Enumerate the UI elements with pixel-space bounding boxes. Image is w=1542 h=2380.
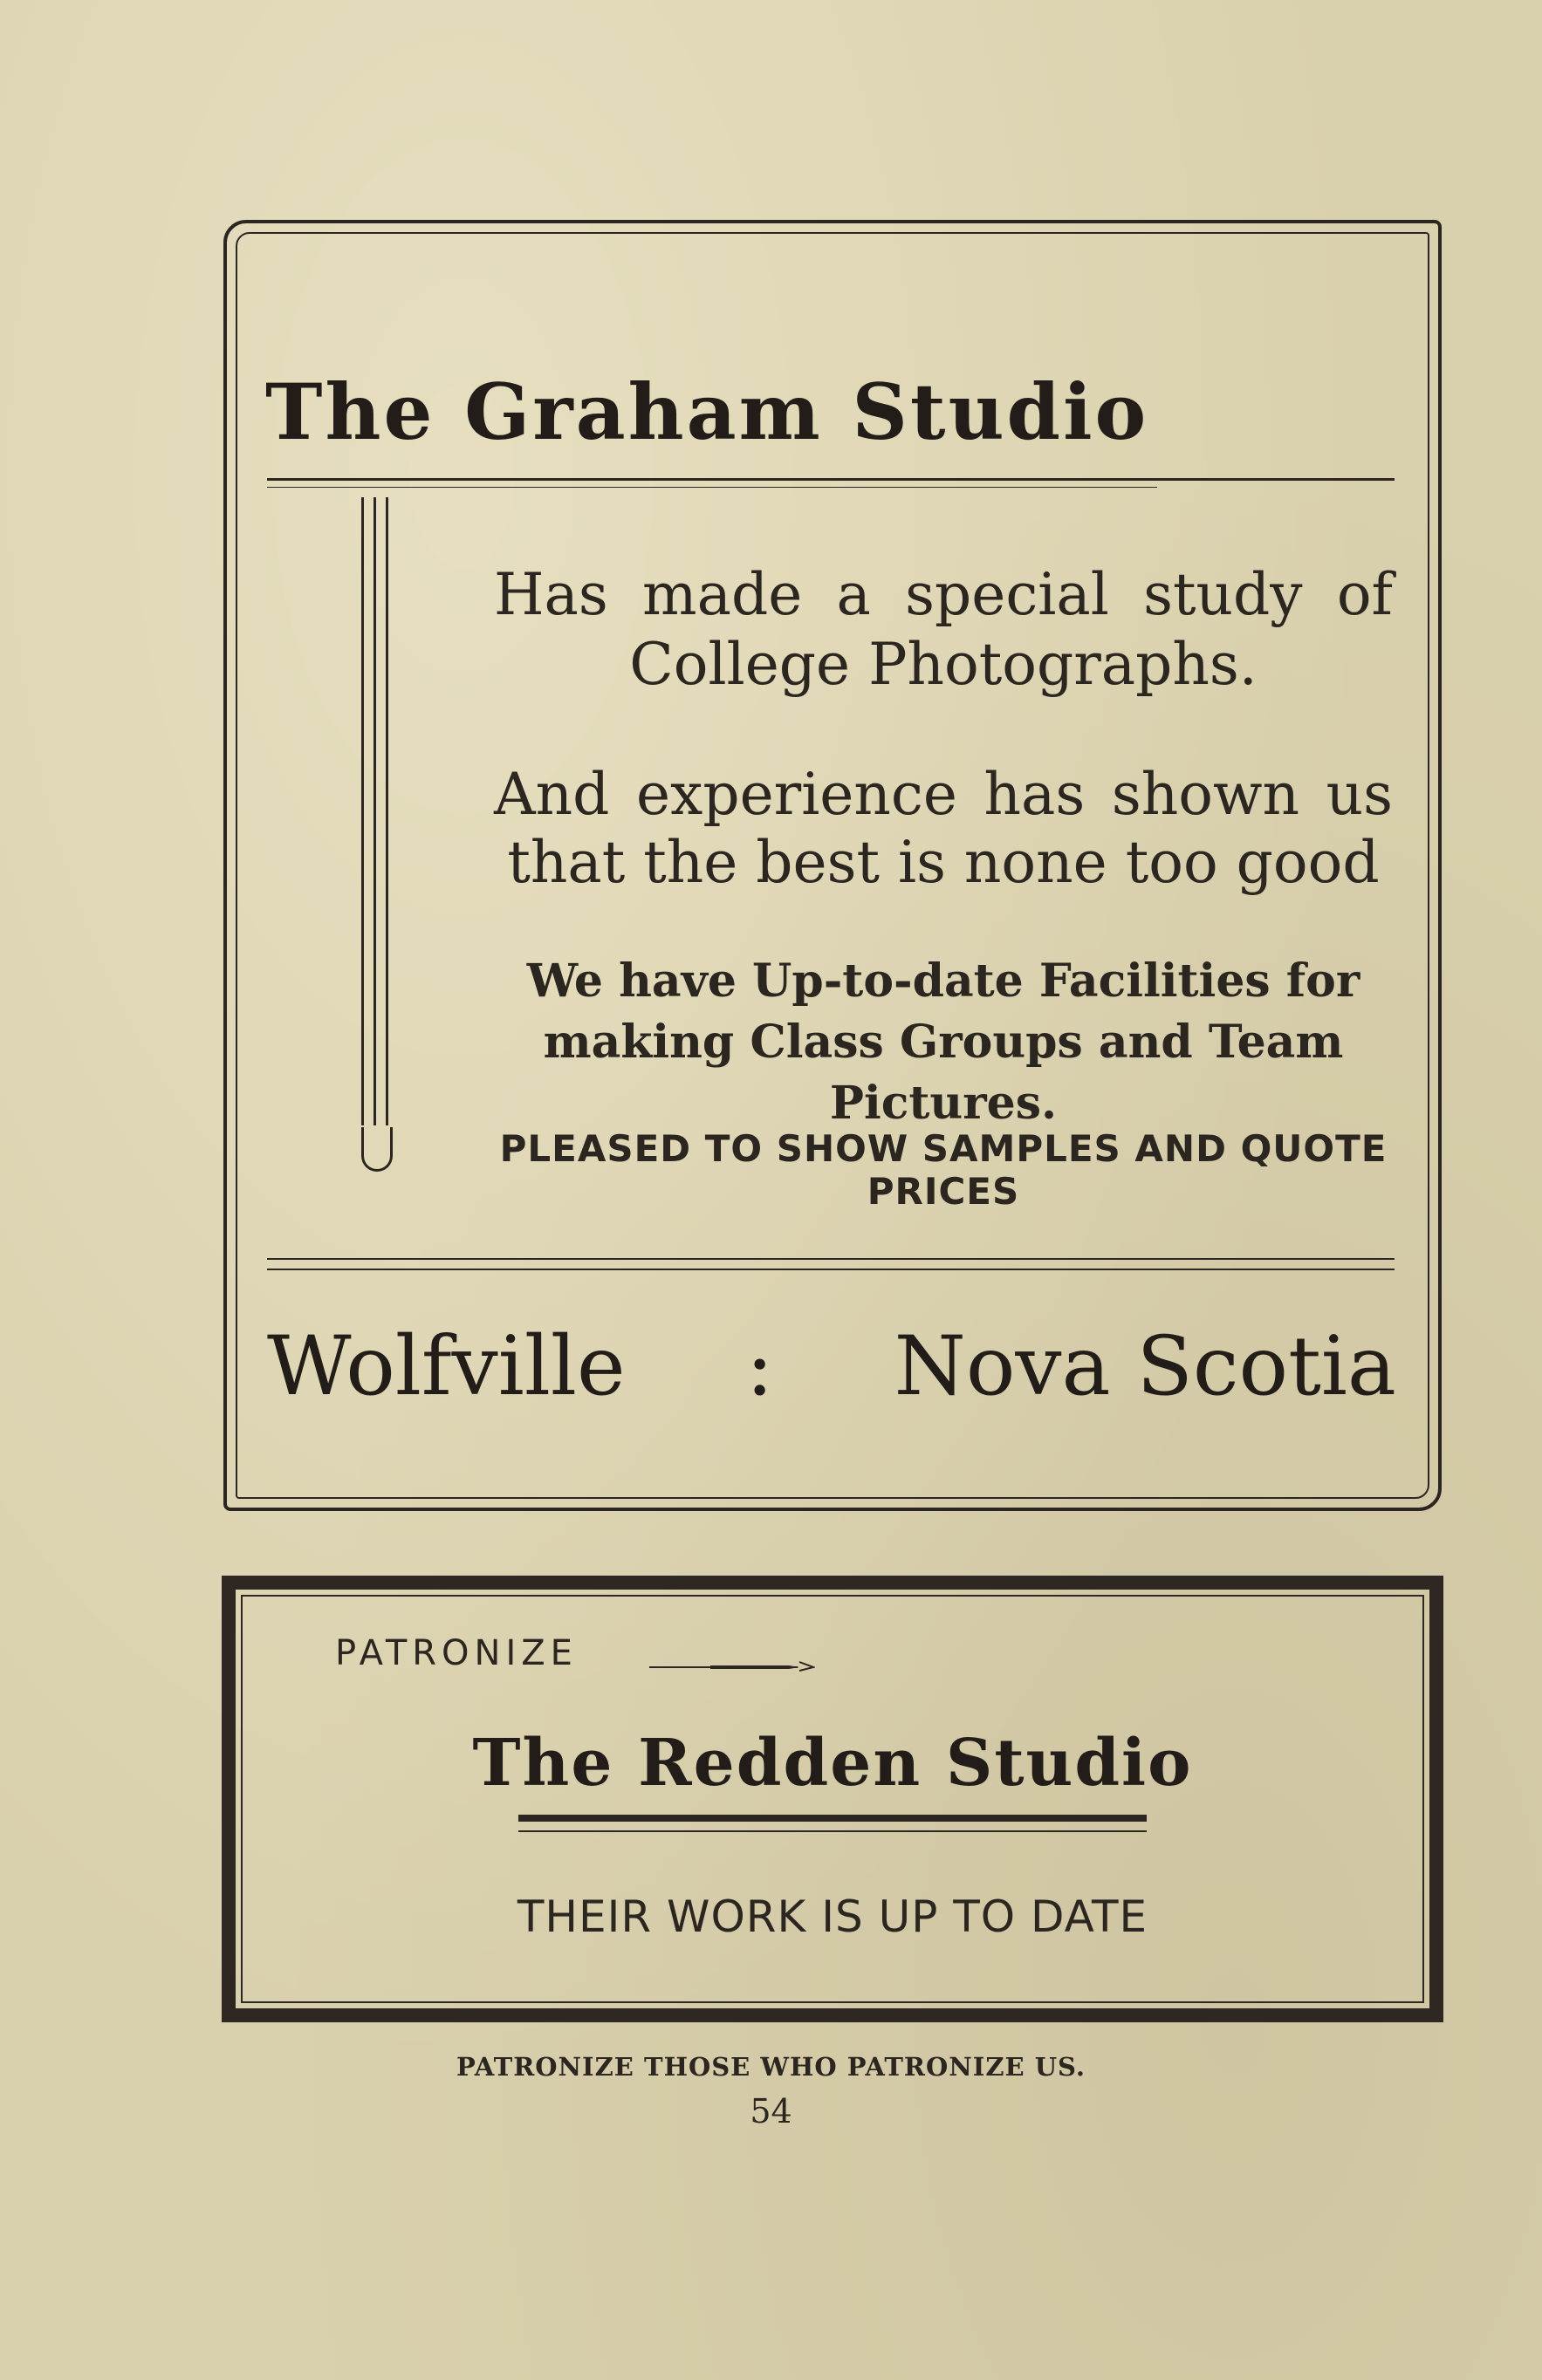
- graham-ad-paragraph-1: Has made a special study of College Photographs.: [494, 561, 1393, 698]
- location-rule-bottom: [267, 1269, 1395, 1270]
- graham-ad-location: [267, 1319, 1396, 1414]
- location-rule-top: [267, 1258, 1395, 1260]
- graham-ad-paragraph-4: PLEASED TO SHOW SAMPLES AND QUOTE PRICES: [499, 1127, 1388, 1213]
- title-rule: [267, 478, 1395, 481]
- redden-ad-title: The Redden Studio: [472, 1726, 1193, 1801]
- location-town: Wolfville: [267, 1319, 626, 1414]
- redden-studio-ad: [222, 1576, 1443, 2022]
- decorative-bar-left: [361, 497, 364, 1125]
- page-number: 54: [750, 2092, 792, 2130]
- redden-title-rule-thick: [518, 1815, 1147, 1822]
- location-separator: :: [745, 1319, 774, 1414]
- redden-ad-tagline: THEIR WORK IS UP TO DATE: [517, 1891, 1148, 1942]
- graham-ad-paragraph-3: We have Up-to-date Facilities for making Class Groups and Team Pictures.: [526, 954, 1360, 1130]
- graham-ad-paragraph-2: And experience has shown us that the best is none too good: [494, 761, 1393, 896]
- decorative-bar-cap: [361, 1127, 393, 1172]
- redden-title-rule-thin: [518, 1830, 1147, 1832]
- graham-ad-title: The Graham Studio: [265, 366, 1149, 457]
- page-footer-slogan: PATRONIZE THOSE WHO PATRONIZE US.: [456, 2052, 1086, 2082]
- location-province: Nova Scotia: [894, 1319, 1396, 1414]
- pointer-arrow-icon: [649, 1659, 815, 1672]
- redden-ad-lead: PATRONIZE: [335, 1633, 578, 1673]
- graham-studio-ad: [223, 220, 1442, 1511]
- title-rule-thin: [267, 487, 1157, 488]
- decorative-bar-middle: [374, 497, 376, 1125]
- decorative-bar-right: [386, 497, 388, 1125]
